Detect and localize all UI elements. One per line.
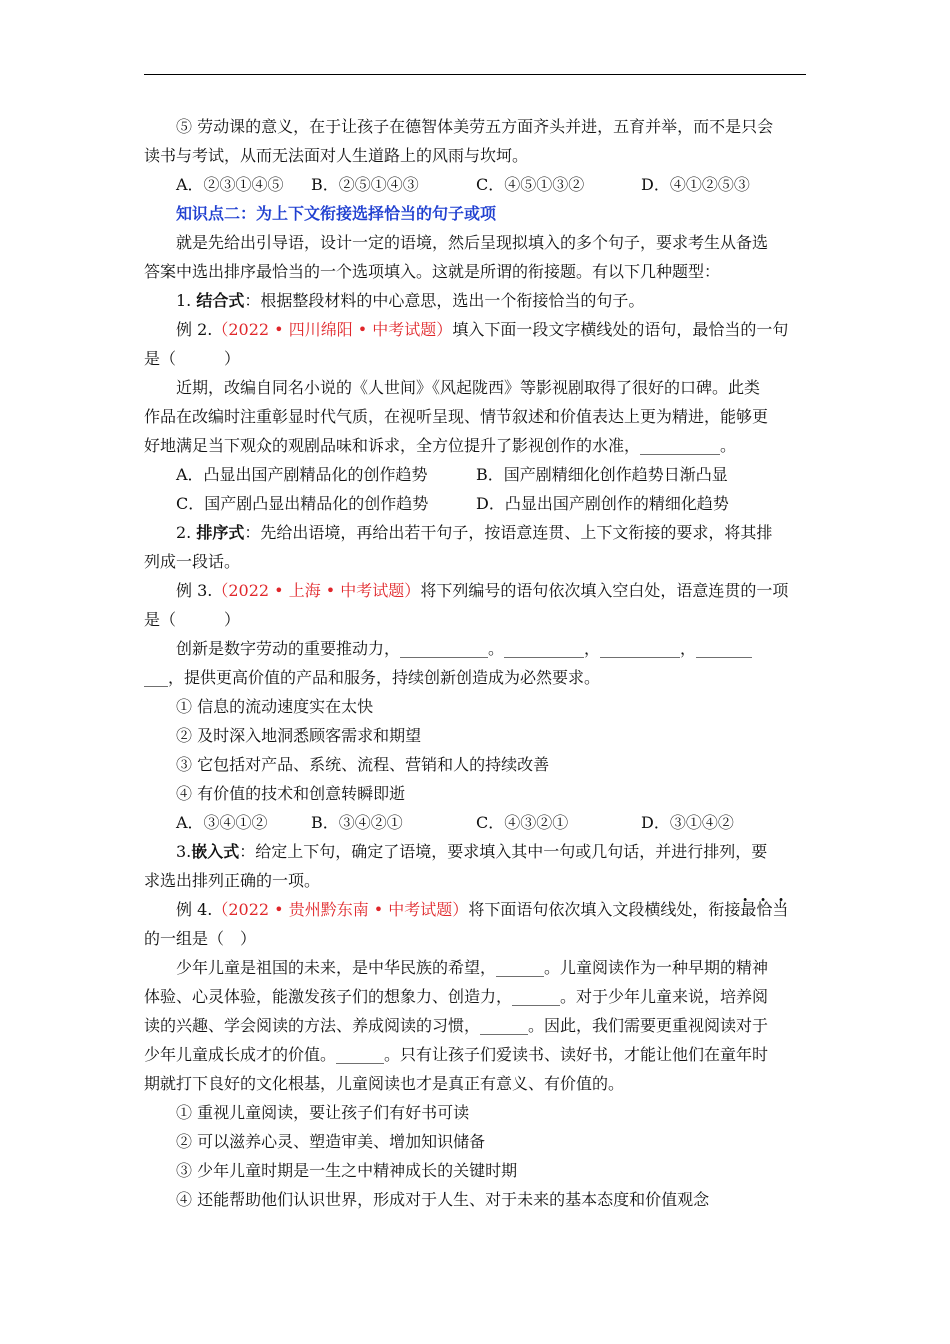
example-2-question [144, 315, 806, 344]
option-d: D．④①②⑤③ [641, 175, 750, 194]
example-2-options-cd [144, 489, 806, 518]
option-a: A．③④①② [176, 813, 268, 832]
option-c: C．④③②① [476, 813, 569, 832]
example-3-label: 例 3. [176, 581, 213, 600]
example-4-question-cont: 的一组是（ ） [144, 929, 257, 948]
section-heading: 知识点二：为上下文衔接选择恰当的句子或项 [176, 204, 497, 223]
example-3-question-cont: 是（ ） [144, 610, 241, 629]
example-4-passage-1: 少年儿童是祖国的未来，是中华民族的希望，______。儿童阅读作为一种早期的精神 [176, 958, 769, 977]
example-4-passage-2: 体验、心灵体验，能激发孩子们的想象力、创造力，______。对于少年儿童来说，培养阅 [144, 987, 769, 1006]
type-3-number: 3. [176, 842, 192, 861]
example-2-prompt: 填入下面一段文字横线处的语句，最恰当的一句 [452, 320, 789, 339]
type-3 [144, 837, 806, 866]
option-d: D．凸显出国产剧创作的精细化趋势 [476, 494, 729, 513]
example-3-item-1: ① 信息的流动速度实在太快 [176, 697, 374, 716]
type-2-number: 2. [176, 523, 192, 542]
document-body [144, 112, 806, 1214]
type-1-name: 结合式 [196, 291, 245, 310]
option-b: B．②⑤①④③ [311, 175, 419, 194]
example-3-passage-2: ___，提供更高价值的产品和服务，持续创新创造成为必然要求。 [144, 668, 601, 687]
example-4-passage-3: 读的兴趣、学会阅读的方法、养成阅读的习惯，______。因此，我们需要更重视阅读对于 [144, 1016, 769, 1035]
example-3-options [144, 808, 806, 837]
option-c: C．④⑤①③② [476, 175, 585, 194]
type-3-desc: ：给定上下句，确定了语境，要求填入其中一句或几句话，并进行排列，要 [239, 842, 768, 861]
example-3-item-4: ④ 有价值的技术和创意转瞬即逝 [176, 784, 406, 803]
example-4-prompt: 将下面语句依次填入文段横线处，衔接 [468, 900, 741, 919]
example-2-source: （2022 • 四川绵阳 • 中考试题） [212, 320, 453, 339]
type-2-desc: ：先给出语境，再给出若干句子，按语意连贯、上下文衔接的要求，将其排 [244, 523, 773, 542]
type-2-name: 排序式 [196, 523, 245, 542]
example-4-item-2: ② 可以滋养心灵、塑造审美、增加知识储备 [176, 1132, 486, 1151]
option-d: D．③①④② [641, 813, 734, 832]
example-2-passage-2: 作品在改编时注重彰显时代气质，在视听呈现、情节叙述和价值表达上更为精进，能够更 [144, 407, 769, 426]
example-3-question [144, 576, 806, 605]
example-4-passage-4: 少年儿童成长成才的价值。______。只有让孩子们爱读书、读好书，才能让他们在童年时 [144, 1045, 769, 1064]
example-2-passage-3: 好地满足当下观众的观剧品味和诉求，全方位提升了影视创作的水准，__________。 [144, 436, 737, 455]
example-3-prompt: 将下列编号的语句依次填入空白处，语意连贯的一项 [420, 581, 789, 600]
example-2-question-cont: 是（ ） [144, 349, 241, 368]
example-2-label: 例 2. [176, 320, 213, 339]
paragraph-item-5-cont: 读书与考试，从而无法面对人生道路上的风雨与坎坷。 [144, 146, 529, 165]
intro-line-2: 答案中选出排序最恰当的一个选项填入。这就是所谓的衔接题。有以下几种题型： [144, 262, 721, 281]
option-b: B．③④②① [311, 813, 403, 832]
example-3-source: （2022 • 上海 • 中考试题） [212, 581, 421, 600]
header-rule [144, 74, 806, 75]
option-c: C．国产剧凸显出精品化的创作趋势 [176, 494, 429, 513]
example-3-item-2: ② 及时深入地洞悉顾客需求和期望 [176, 726, 422, 745]
example-4-item-3: ③ 少年儿童时期是一生之中精神成长的关键时期 [176, 1161, 518, 1180]
example-4-source: （2022 • 贵州黔东南 • 中考试题） [212, 900, 469, 919]
type-2-desc-cont: 列成一段话。 [144, 552, 241, 571]
example-3-item-3: ③ 它包括对产品、系统、流程、营销和人的持续改善 [176, 755, 550, 774]
example-4-item-1: ① 重视儿童阅读，要让孩子们有好书可读 [176, 1103, 470, 1122]
example-3-passage-1: 创新是数字劳动的重要推动力，___________。__________，__________，_______ [176, 639, 753, 658]
q1-options [144, 170, 806, 199]
type-1 [144, 286, 806, 315]
emphasis-dotted-text: · · · 最恰当 [740, 900, 788, 919]
type-1-desc: ：根据整段材料的中心意思，选出一个衔接恰当的句子。 [244, 291, 645, 310]
example-2-passage-1: 近期，改编自同名小说的《人世间》《风起陇西》等影视剧取得了很好的口碑。此类 [176, 378, 761, 397]
option-a: A．②③①④⑤ [176, 175, 284, 194]
example-4-item-4: ④ 还能帮助他们认识世界，形成对于人生、对于未来的基本态度和价值观念 [176, 1190, 710, 1209]
type-2 [144, 518, 806, 547]
example-4-label: 例 4. [176, 900, 213, 919]
type-1-number: 1. [176, 291, 192, 310]
option-b: B．国产剧精细化创作趋势日渐凸显 [476, 465, 728, 484]
option-a: A．凸显出国产剧精品化的创作趋势 [176, 465, 428, 484]
example-4-question [144, 895, 806, 924]
example-4-passage-5: 期就打下良好的文化根基，儿童阅读也才是真正有意义、有价值的。 [144, 1074, 625, 1093]
paragraph-item-5: ⑤ 劳动课的意义，在于让孩子在德智体美劳五方面齐头并进，五育并举，而不是只会 [176, 117, 774, 136]
type-3-name: 嵌入式 [191, 842, 240, 861]
type-3-desc-cont: 求选出排列正确的一项。 [144, 871, 321, 890]
intro-line-1: 就是先给出引导语，设计一定的语境，然后呈现拟填入的多个句子，要求考生从备选 [176, 233, 769, 252]
example-2-options-ab [144, 460, 806, 489]
